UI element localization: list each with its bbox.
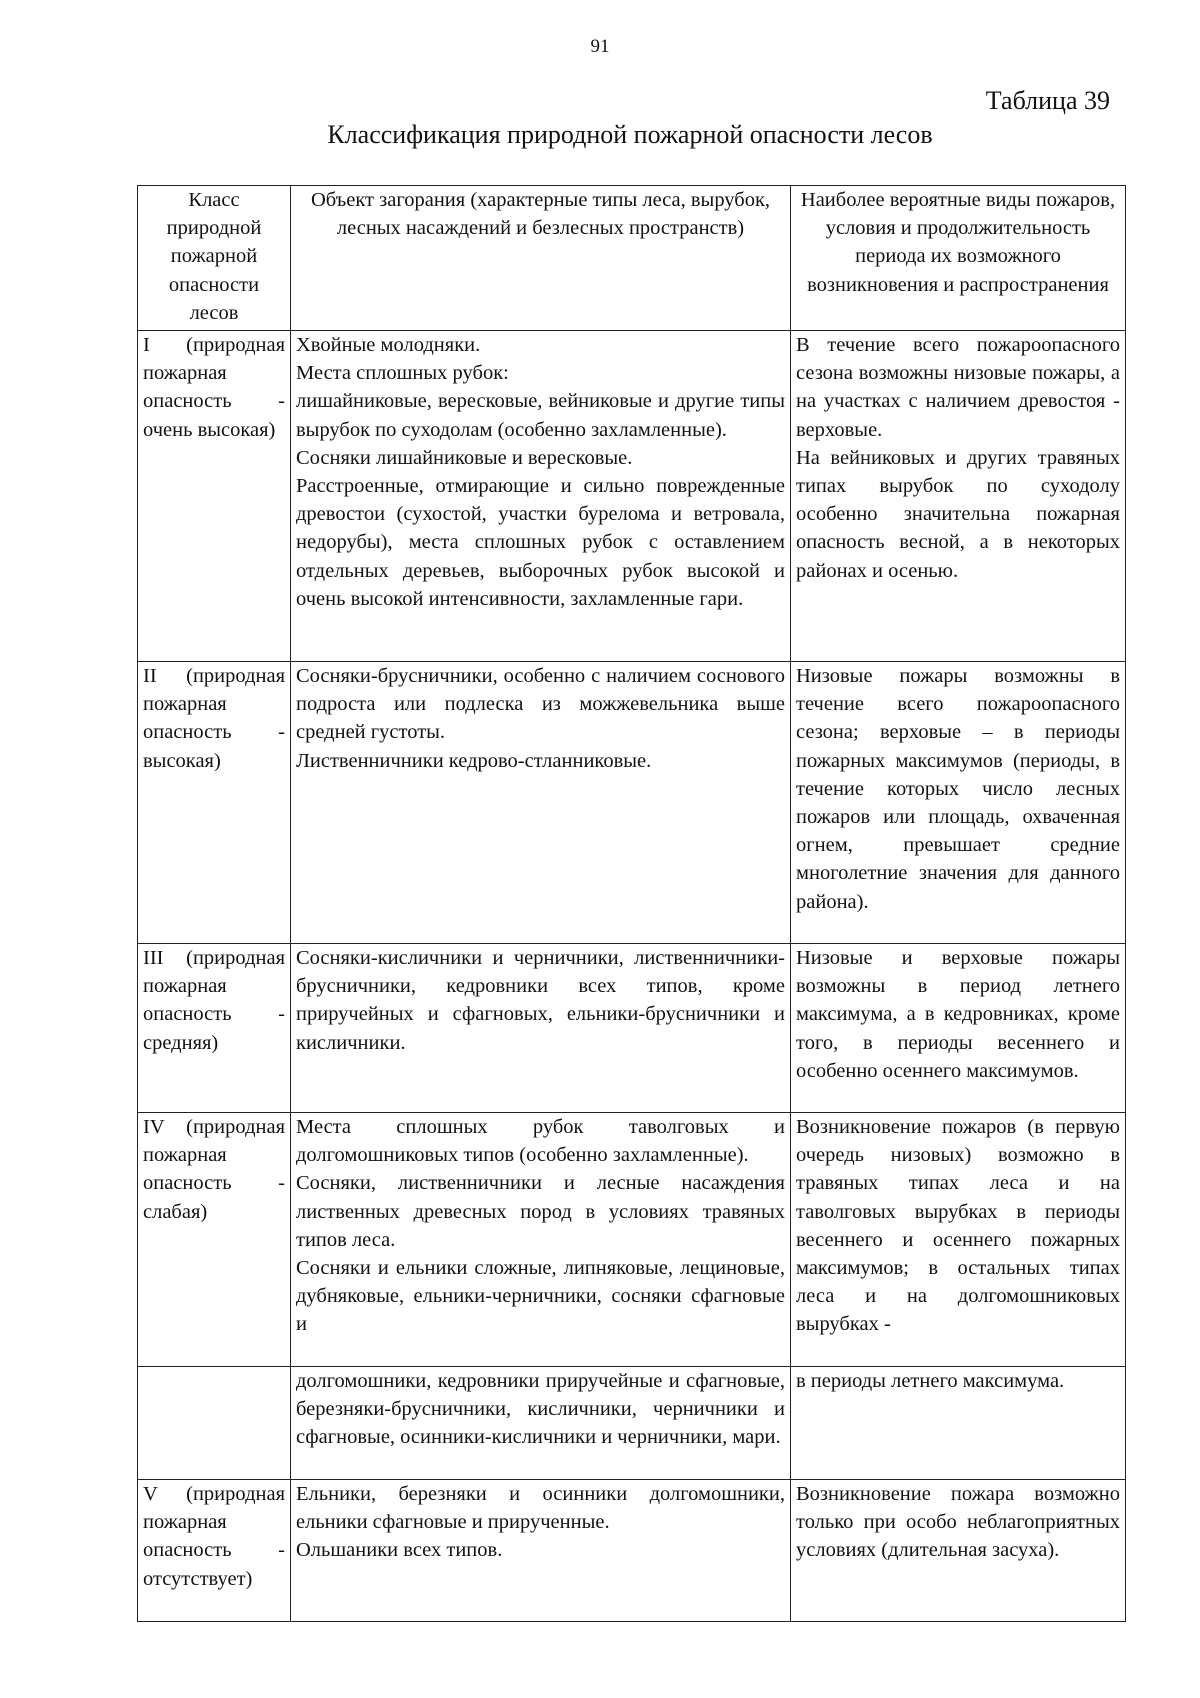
table-row xyxy=(138,1480,1126,1622)
page-number: 91 xyxy=(590,36,610,57)
table-label: Таблица 39 xyxy=(985,86,1110,115)
fires-cell xyxy=(791,944,1126,1113)
table-header-row xyxy=(138,186,1126,331)
fires-cell xyxy=(791,662,1126,944)
table-row xyxy=(138,1367,1126,1480)
object-line: лишайниковые, вересковые, вейниковые и другие типы вырубок по суходолам (особенно захламленные). xyxy=(296,390,785,441)
header-class: Класс природной пожарной опасности лесов xyxy=(138,186,291,331)
objects-cell xyxy=(291,944,791,1113)
objects-cell xyxy=(291,662,791,944)
object-line: Сосняки-кисличники и черничники, лиственничники-брусничники, кедровники всех типов, кроме приручейных и сфагновых, ельники-брусничники и кисличники. xyxy=(296,947,785,1054)
fires-cell xyxy=(791,1480,1126,1622)
object-line: Ольшаники всех типов. xyxy=(296,1539,503,1562)
class-cell: II (природная пожарная опасность - высокая) xyxy=(138,662,291,944)
class-cell: I (природная пожарная опасность - очень высокая) xyxy=(138,331,291,662)
header-object: Объект загорания (характерные типы леса, вырубок, лесных насаждений и безлесных пространств) xyxy=(291,186,791,331)
fires-line: в периоды летнего максимума. xyxy=(796,1370,1065,1392)
table-row xyxy=(138,1113,1126,1367)
object-line: Ельники, березняки и осинники долгомошники, ельники сфагновые и прирученные. xyxy=(296,1483,785,1534)
fires-line: Низовые пожары возможны в течение всего пожароопасного сезона; верховые – в периоды пожарных максимумов (периоды, в течение которых число лесных пожаров или площадь, охваченная огнем, превышает средние многолетние значения для данного района). xyxy=(796,665,1120,913)
class-cell: V (природная пожарная опасность - отсутствует) xyxy=(138,1480,291,1622)
fires-line: Низовые и верховые пожары возможны в период летнего максимума, а в кедровниках, кроме того, в периоды весеннего и особенно осеннего максимумов. xyxy=(796,947,1120,1082)
object-line: Сосняки и ельники сложные, липняковые, лещиновые, дубняковые, ельники-черничники, сосняки сфагновые и xyxy=(296,1257,785,1336)
class-cell xyxy=(138,1367,291,1480)
fires-line: Возникновение пожаров (в первую очередь низовых) возможно в травяных типах леса и на таволговых вырубках в периоды весеннего и осеннего пожарных максимумов; в остальных типах леса и на долгомошниковых вырубках - xyxy=(796,1116,1120,1336)
objects-cell xyxy=(291,1367,791,1480)
fires-line: Возникновение пожара возможно только при особо неблагоприятных условиях (длительная засуха). xyxy=(796,1483,1120,1562)
objects-cell xyxy=(291,1113,791,1367)
table-title: Классификация природной пожарной опасности лесов xyxy=(327,120,933,149)
fires-cell xyxy=(791,1113,1126,1367)
object-line: Расстроенные, отмирающие и сильно поврежденные древостои (сухостой, участки бурелома и ветровала, недорубы), места сплошных рубок с оставлением отдельных деревьев, выборочных рубок высокой и очень высокой интенсивности, захламленные гари. xyxy=(296,475,785,610)
table-row xyxy=(138,944,1126,1113)
fires-line: В течение всего пожароопасного сезона возможны низовые пожары, а на участках с наличием древостоя - верховые. xyxy=(796,334,1120,441)
fire-danger-table xyxy=(137,185,1126,1622)
object-line: долгомошники, кедровники приручейные и сфагновые, березняки-брусничники, кисличники, черничники и сфагновые, осинники-кисличники и черничники, мари. xyxy=(296,1370,785,1449)
header-fires: Наиболее вероятные виды пожаров, условия и продолжительность периода их возможного возникновения и распространения xyxy=(791,186,1126,331)
table-row xyxy=(138,331,1126,662)
fires-line: На вейниковых и других травяных типах вырубок по суходолу особенно значительна пожарная опасность весной, а в некоторых районах и осенью. xyxy=(796,446,1120,582)
fires-cell xyxy=(791,1367,1126,1480)
object-line: Места сплошных рубок таволговых и долгомошниковых типов (особенно захламленные). xyxy=(296,1116,785,1167)
objects-cell xyxy=(291,1480,791,1622)
class-cell: IV (природная пожарная опасность - слабая) xyxy=(138,1113,291,1367)
object-line: Сосняки, лиственничники и лесные насаждения лиственных древесных пород в условиях травяных типов леса. xyxy=(296,1172,785,1251)
object-line: Лиственничники кедрово-стланниковые. xyxy=(296,749,652,772)
objects-cell xyxy=(291,331,791,662)
table-row xyxy=(138,662,1126,944)
fires-cell xyxy=(791,331,1126,662)
object-line: Сосняки-брусничники, особенно с наличием соснового подроста или подлеска из можжевельника выше средней густоты. xyxy=(296,665,785,744)
object-line: Места сплошных рубок: xyxy=(296,362,509,385)
class-cell: III (природная пожарная опасность - средняя) xyxy=(138,944,291,1113)
object-line: Хвойные молодняки. xyxy=(296,334,481,356)
object-line: Сосняки лишайниковые и вересковые. xyxy=(296,446,633,469)
